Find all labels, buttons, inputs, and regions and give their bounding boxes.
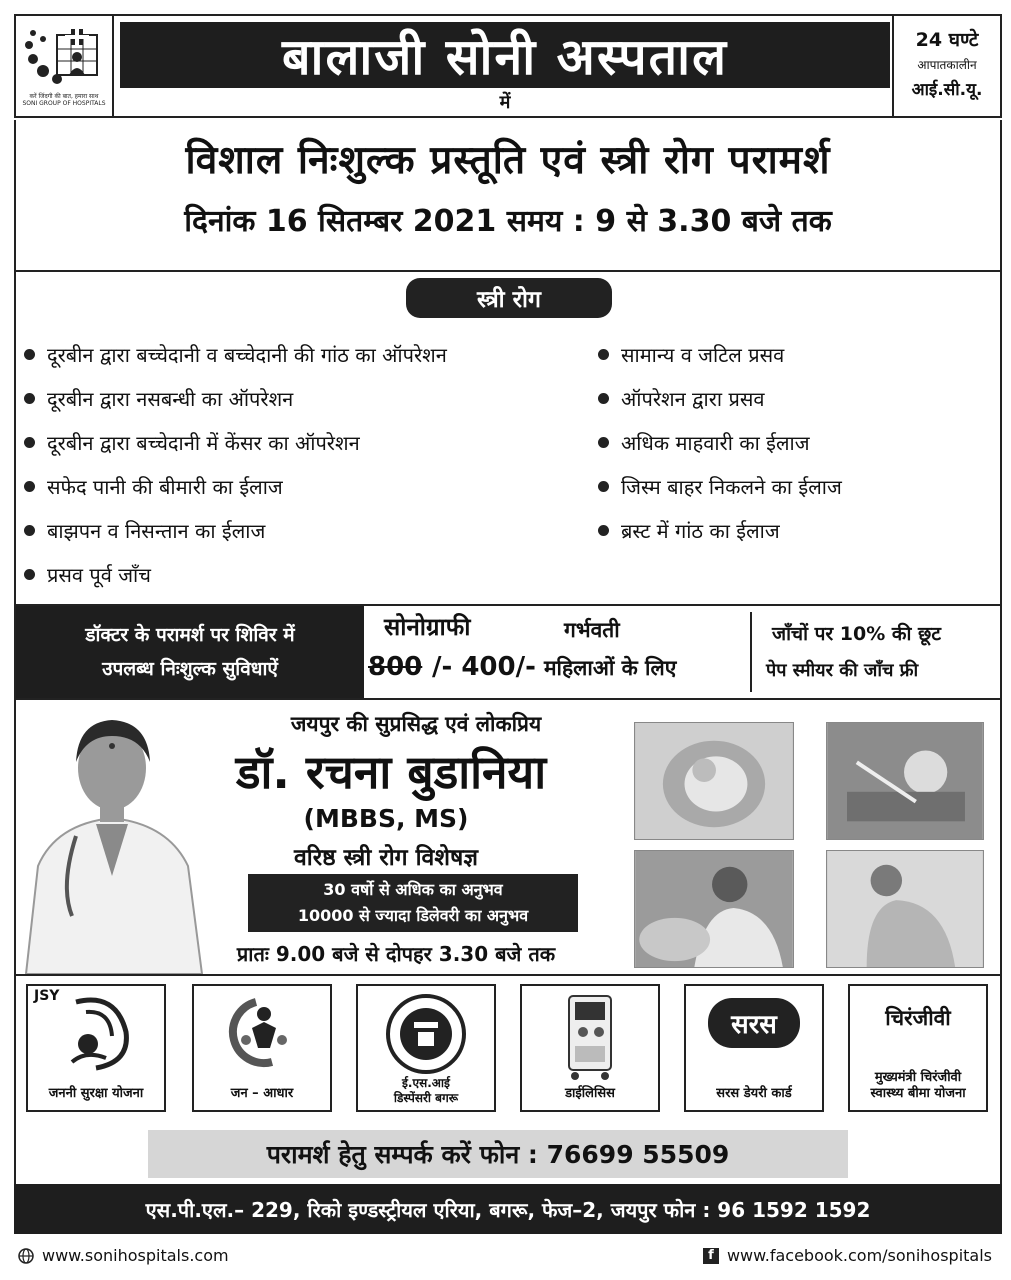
- pregnant-woman-photo: [826, 850, 984, 968]
- facilities-divider: [750, 612, 752, 692]
- scheme-jan-aadhar: [192, 984, 332, 1112]
- chiranjeevi-label-line-1: मुख्यमंत्री चिरंजीवी: [874, 1070, 962, 1085]
- scheme-saras: [684, 984, 824, 1112]
- saras-logo: सरस: [708, 998, 800, 1048]
- esic-emblem-icon: [384, 992, 468, 1076]
- scheme-label: जन – आधार: [230, 1086, 294, 1101]
- service-item: अधिक माहवारी का ईलाज: [598, 420, 842, 464]
- services-section: [14, 272, 1002, 604]
- doctor-section: [14, 700, 1002, 976]
- sonography-old-price: 800: [368, 652, 423, 682]
- sonography-new-price: /- 400/-: [432, 652, 536, 682]
- mother-child-icon: [46, 992, 146, 1072]
- service-item: दूरबीन द्वारा बच्चेदानी व बच्चेदानी की गांठ का ऑपरेशन: [24, 332, 447, 376]
- icu-line-2: आपातकालीन: [917, 58, 977, 72]
- services-heading: स्त्री रोग: [406, 278, 612, 318]
- fetus-illustration: [634, 722, 794, 840]
- hospital-title-sub: में: [499, 92, 511, 113]
- surgery-photo: [826, 722, 984, 840]
- consult-phone: परामर्श हेतु सम्पर्क करें फोन : 76699 55509: [148, 1130, 848, 1178]
- hospital-title: बालाजी सोनी अस्पताल: [120, 22, 890, 88]
- website-url: www.sonihospitals.com: [42, 1246, 229, 1265]
- camp-heading: [14, 120, 1002, 272]
- jsy-badge: JSY: [34, 988, 60, 1004]
- contact-section: [14, 1126, 1002, 1186]
- facebook-link[interactable]: [703, 1246, 992, 1265]
- chiranjeevi-logo: चिरंजीवी: [885, 1006, 951, 1030]
- facilities-label-line-2: उपलब्ध निःशुल्क सुविधाऐं: [102, 658, 278, 680]
- service-item: सफेद पानी की बीमारी का ईलाज: [24, 464, 447, 508]
- icu-line-3: आई.सी.यू.: [911, 80, 983, 100]
- free-facilities-strip: [14, 604, 1002, 700]
- hospital-logo-icon: [23, 25, 105, 93]
- header: [14, 14, 1002, 118]
- scheme-jsy: [26, 984, 166, 1112]
- services-list-right: [598, 332, 842, 552]
- service-item: प्रसव पूर्व जाँच: [24, 552, 447, 596]
- scheme-label: जननी सुरक्षा योजना: [48, 1086, 144, 1101]
- experience-line-2: 10000 से ज्यादा डिलेवरी का अनुभव: [297, 906, 529, 925]
- scheme-esic: [356, 984, 496, 1112]
- jan-aadhar-icon: [212, 992, 312, 1072]
- footer: [14, 1238, 1002, 1272]
- service-item: दूरबीन द्वारा बच्चेदानी में केंसर का ऑपरेशन: [24, 420, 447, 464]
- service-item: दूरबीन द्वारा नसबन्धी का ऑपरेशन: [24, 376, 447, 420]
- facebook-url: www.facebook.com/sonihospitals: [726, 1246, 992, 1265]
- logo-tagline: करें जिंदगी की बात, हमारा साथ: [29, 93, 99, 100]
- sonography-label: सोनोग्राफी: [384, 613, 471, 641]
- facilities-label-line-1: डॉक्टर के परामर्श पर शिविर में: [85, 624, 295, 646]
- camp-title: विशाल निःशुल्क प्रस्तूति एवं स्त्री रोग परामर्श: [185, 138, 831, 183]
- dialysis-machine-icon: [555, 992, 625, 1082]
- globe-icon: [18, 1248, 34, 1264]
- scheme-label: [358, 1076, 494, 1106]
- service-item: ऑपरेशन द्वारा प्रसव: [598, 376, 842, 420]
- scheme-label: सरस डेयरी कार्ड: [716, 1086, 792, 1101]
- chiranjeevi-label-line-2: स्वास्थ्य बीमा योजना: [870, 1086, 966, 1101]
- esic-label-line-2: डिस्पेंसरी बगरू: [393, 1091, 459, 1105]
- icu-line-1: 24 घण्टे: [915, 29, 979, 51]
- website-link[interactable]: [18, 1246, 229, 1265]
- scheme-dialysis: [520, 984, 660, 1112]
- scheme-chiranjeevi: [848, 984, 988, 1112]
- services-list-left: [24, 332, 447, 596]
- service-item: जिस्म बाहर निकलने का ईलाज: [598, 464, 842, 508]
- scheme-label: [850, 1070, 986, 1102]
- schemes-row: [14, 976, 1002, 1126]
- address-bar: एस.पी.एल.– 229, रिको इण्डस्ट्रीयल एरिया, बगरू, फेज–2, जयपुर फोन : 96 1592 1592: [14, 1184, 1002, 1234]
- pregnant-label-line-2: महिलाओं के लिए: [544, 656, 677, 680]
- esic-label-line-1: ई.एस.आई: [402, 1076, 450, 1090]
- hospital-logo: [16, 16, 114, 116]
- doctor-name: डॉ. रचना बुडानिया: [235, 745, 547, 799]
- facilities-label: [16, 606, 364, 698]
- icu-badge: [892, 16, 1000, 116]
- doctor-timing: प्रातः 9.00 बजे से दोपहर 3.30 बजे तक: [236, 942, 556, 966]
- pregnant-label-line-1: गर्भवती: [564, 618, 620, 642]
- camp-date: दिनांक 16 सितम्बर 2021 समय : 9 से 3.30 बजे तक: [184, 204, 832, 239]
- service-item: बाझपन व निसन्तान का ईलाज: [24, 508, 447, 552]
- facebook-icon: f: [703, 1248, 719, 1264]
- doctor-specialty: वरिष्ठ स्त्री रोग विशेषज्ञ: [293, 845, 479, 871]
- experience-line-1: 30 वर्षो से अधिक का अनुभव: [323, 880, 503, 899]
- doctor-degree: (MBBS, MS): [303, 804, 469, 833]
- scheme-label: डाईलिसिस: [565, 1086, 615, 1101]
- service-item: ब्रस्ट में गांठ का ईलाज: [598, 508, 842, 552]
- doctor-patient-photo: [634, 850, 794, 968]
- doctor-intro: जयपुर की सुप्रसिद्ध एवं लोकप्रिय: [290, 712, 542, 736]
- logo-group-name: SONI GROUP OF HOSPITALS: [22, 100, 106, 107]
- service-item: सामान्य व जटिल प्रसव: [598, 332, 842, 376]
- discount-line-1: जाँचों पर 10% की छूट: [772, 623, 941, 645]
- experience-box: [248, 874, 578, 932]
- discount-line-2: पेप स्मीयर की जाँच फ्री: [766, 660, 919, 681]
